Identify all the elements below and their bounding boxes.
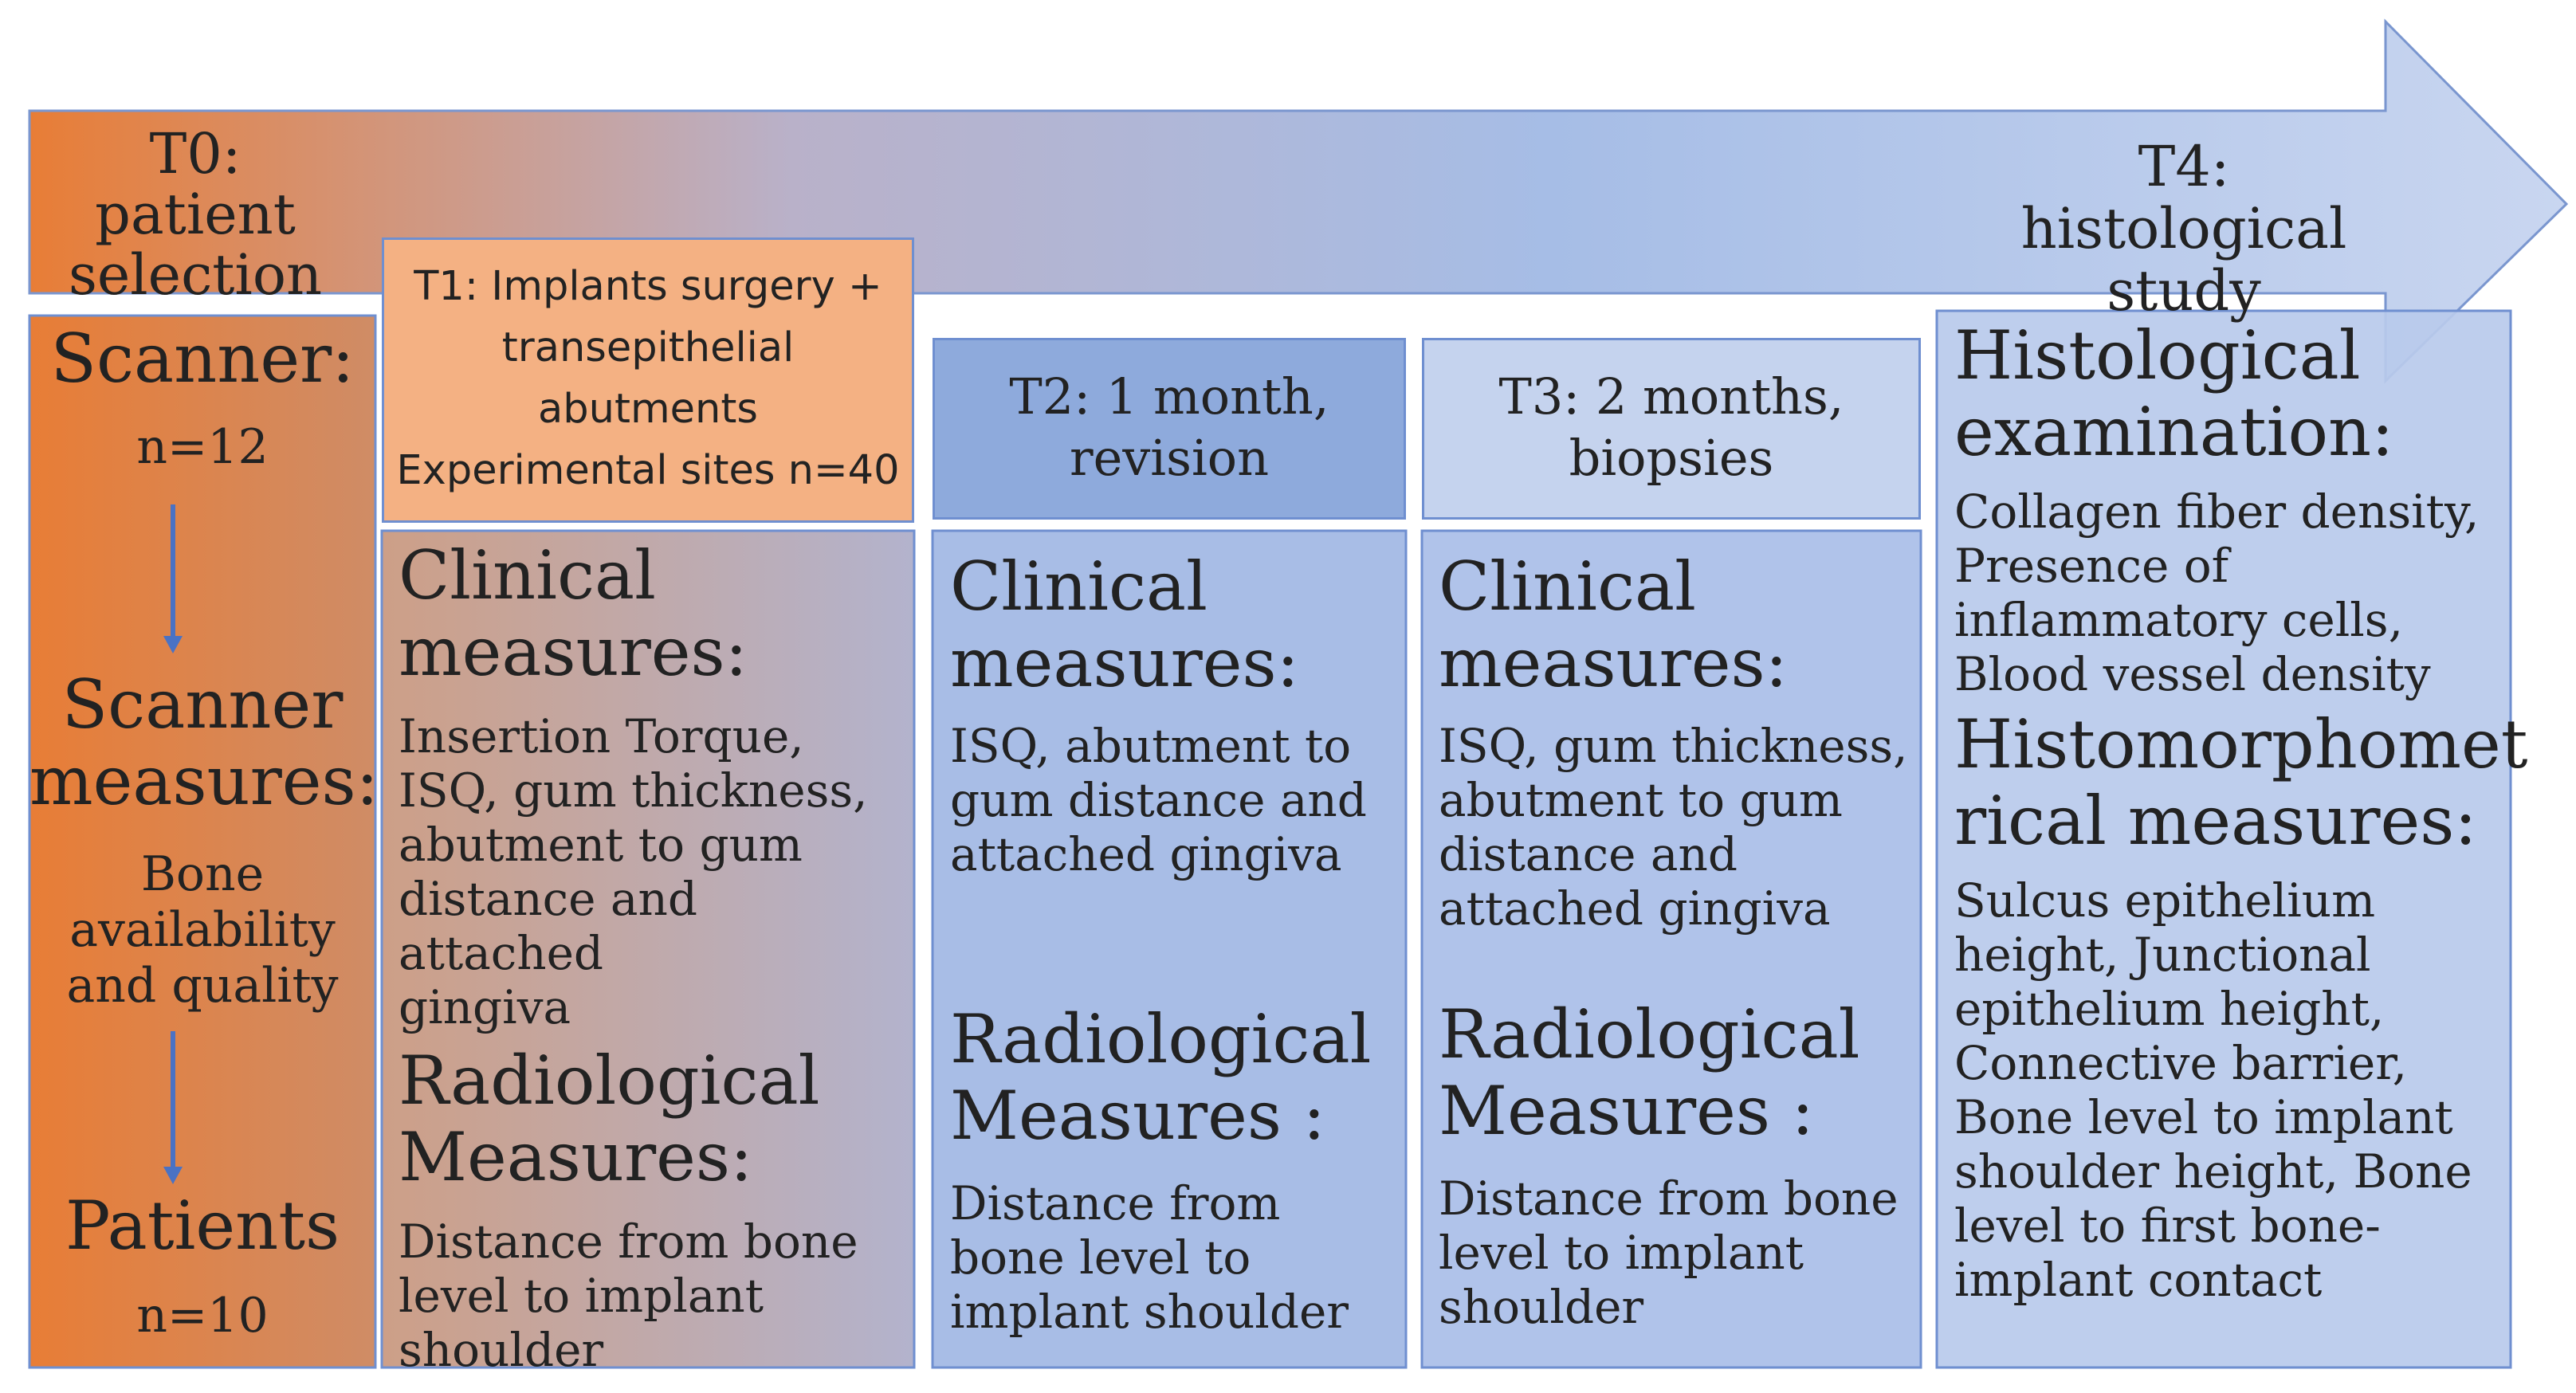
morph-line-1: Sulcus epithelium bbox=[1954, 873, 2376, 928]
t2-radio-line-3: implant shoulder bbox=[950, 1285, 1349, 1339]
t3-column-content bbox=[1439, 548, 1917, 1366]
t1-radio-line-1: Distance from bone bbox=[399, 1214, 858, 1269]
t2-header-line-2: revision bbox=[1069, 429, 1270, 487]
t1-column-content bbox=[399, 536, 909, 1377]
scanner-measures-title bbox=[29, 665, 379, 820]
t1-radio-line-2: level to implant bbox=[399, 1269, 764, 1323]
morph-text bbox=[1954, 873, 2504, 1307]
t2-column-content bbox=[950, 548, 1404, 1366]
histo-text bbox=[1954, 485, 2504, 701]
scanner-count: n=12 bbox=[136, 419, 269, 475]
t0-line-2: selection bbox=[68, 242, 323, 308]
t0-line-1: T0: patient bbox=[95, 121, 296, 247]
scanner-title: Scanner: bbox=[50, 320, 355, 398]
morph-line-3: epithelium height, bbox=[1954, 982, 2385, 1036]
t3-clinical-title-2: measures: bbox=[1439, 624, 1788, 702]
t1-clinical-line-2: ISQ, gum thickness, bbox=[399, 763, 868, 818]
t3-clinical-title-1: Clinical bbox=[1439, 547, 1696, 626]
morph-line-7: level to first bone- bbox=[1954, 1199, 2381, 1253]
t2-radio-line-2: bone level to bbox=[950, 1230, 1251, 1285]
histo-line-3: inflammatory cells, bbox=[1954, 593, 2404, 647]
t3-header-line-1: T3: 2 months, bbox=[1498, 367, 1844, 426]
t3-clinical-line-4: attached gingiva bbox=[1439, 881, 1831, 936]
t1-header-line-4: Experimental sites n=40 bbox=[396, 447, 900, 494]
morph-line-6: shoulder height, Bone bbox=[1954, 1144, 2472, 1199]
t2-clinical-line-2: gum distance and bbox=[950, 773, 1367, 827]
t1-header-line-3: abutments bbox=[538, 386, 758, 433]
t1-radio-title-1: Radiological bbox=[399, 1042, 820, 1120]
t2-clinical-title-1: Clinical bbox=[950, 547, 1208, 626]
t1-clinical-line-4: distance and attached bbox=[399, 872, 697, 980]
t2-clinical-title-2: measures: bbox=[950, 624, 1299, 702]
t1-header-line-1: T1: Implants surgery + bbox=[414, 263, 882, 310]
t2-radio-text bbox=[950, 1176, 1404, 1339]
t2-radio-title-2: Measures : bbox=[950, 1077, 1325, 1155]
histo-line-1: Collagen fiber density, bbox=[1954, 485, 2480, 539]
patients-title: Patients bbox=[65, 1187, 340, 1265]
t3-clinical-line-2: abutment to gum bbox=[1439, 773, 1843, 827]
t3-radio-line-3: shoulder bbox=[1439, 1280, 1644, 1334]
t3-radio-title-2: Measures : bbox=[1439, 1072, 1814, 1150]
t2-clinical-title bbox=[950, 548, 1404, 701]
t1-header bbox=[382, 237, 914, 523]
t4-column-content bbox=[1954, 316, 2528, 1366]
t4-line-1: T4: histological bbox=[2020, 134, 2347, 261]
t3-radio-text bbox=[1439, 1171, 1917, 1334]
t3-radio-line-1: Distance from bone bbox=[1439, 1171, 1899, 1226]
t1-clinical-line-3: abutment to gum bbox=[399, 818, 803, 872]
morph-line-4: Connective barrier, bbox=[1954, 1036, 2408, 1090]
t1-clinical-line-1: Insertion Torque, bbox=[399, 709, 804, 763]
morph-line-8: implant contact bbox=[1954, 1253, 2323, 1307]
t2-clinical-text bbox=[950, 719, 1404, 881]
histo-line-2: Presence of bbox=[1954, 539, 2229, 593]
t3-clinical-text bbox=[1439, 719, 1917, 936]
t3-header bbox=[1422, 338, 1921, 520]
t1-clinical-title bbox=[399, 537, 909, 690]
bone-line-1: Bone bbox=[140, 846, 265, 902]
bone-line-2: availability bbox=[69, 902, 336, 958]
t3-radio-title bbox=[1439, 996, 1917, 1149]
histo-title-2: examination: bbox=[1954, 393, 2394, 471]
t2-header-line-1: T2: 1 month, bbox=[1009, 367, 1329, 426]
morph-title bbox=[1954, 705, 2528, 860]
t2-radio-line-1: Distance from bbox=[950, 1176, 1281, 1230]
morph-title-1: Histomorphomet bbox=[1954, 705, 2528, 783]
t1-clinical-title-1: Clinical bbox=[399, 536, 656, 614]
t1-radio-title bbox=[399, 1042, 909, 1195]
t3-clinical-line-3: distance and bbox=[1439, 827, 1738, 881]
t2-radio-title bbox=[950, 1001, 1404, 1154]
t1-clinical-title-2: measures: bbox=[399, 613, 748, 691]
bone-availability-text bbox=[29, 846, 375, 1014]
t2-clinical-line-1: ISQ, abutment to bbox=[950, 719, 1352, 773]
t1-radio-text bbox=[399, 1214, 909, 1377]
t3-clinical-title bbox=[1439, 548, 1917, 701]
column-scanner bbox=[29, 316, 379, 1367]
t1-header-line-2: transepithelial bbox=[501, 324, 795, 371]
bone-line-3: and quality bbox=[66, 958, 339, 1014]
histo-title-1: Histological bbox=[1954, 316, 2361, 394]
t1-radio-title-2: Measures: bbox=[399, 1118, 753, 1196]
t3-radio-title-1: Radiological bbox=[1439, 995, 1860, 1073]
histo-line-4: Blood vessel density bbox=[1954, 647, 2431, 701]
t3-clinical-line-1: ISQ, gum thickness, bbox=[1439, 719, 1908, 773]
t0-label bbox=[48, 121, 343, 308]
t1-clinical-text bbox=[399, 709, 909, 1034]
scanner-measures-line-2: measures: bbox=[29, 742, 379, 820]
t1-clinical-line-5: gingiva bbox=[399, 980, 571, 1034]
morph-title-2: rical measures: bbox=[1954, 782, 2477, 860]
morph-line-2: height, Junctional bbox=[1954, 928, 2371, 982]
morph-line-5: Bone level to implant bbox=[1954, 1090, 2453, 1144]
patients-count: n=10 bbox=[136, 1288, 269, 1344]
t2-radio-title-1: Radiological bbox=[950, 1000, 1372, 1078]
t2-clinical-line-3: attached gingiva bbox=[950, 827, 1342, 881]
scanner-measures-line-1: Scanner bbox=[61, 665, 344, 744]
t4-label bbox=[1969, 135, 2399, 322]
t3-header-line-2: biopsies bbox=[1569, 429, 1774, 487]
t3-radio-line-2: level to implant bbox=[1439, 1226, 1804, 1280]
histo-title bbox=[1954, 317, 2504, 470]
t1-radio-line-3: shoulder bbox=[399, 1323, 604, 1377]
t4-line-2: study bbox=[2107, 258, 2261, 324]
t2-header bbox=[933, 338, 1406, 520]
